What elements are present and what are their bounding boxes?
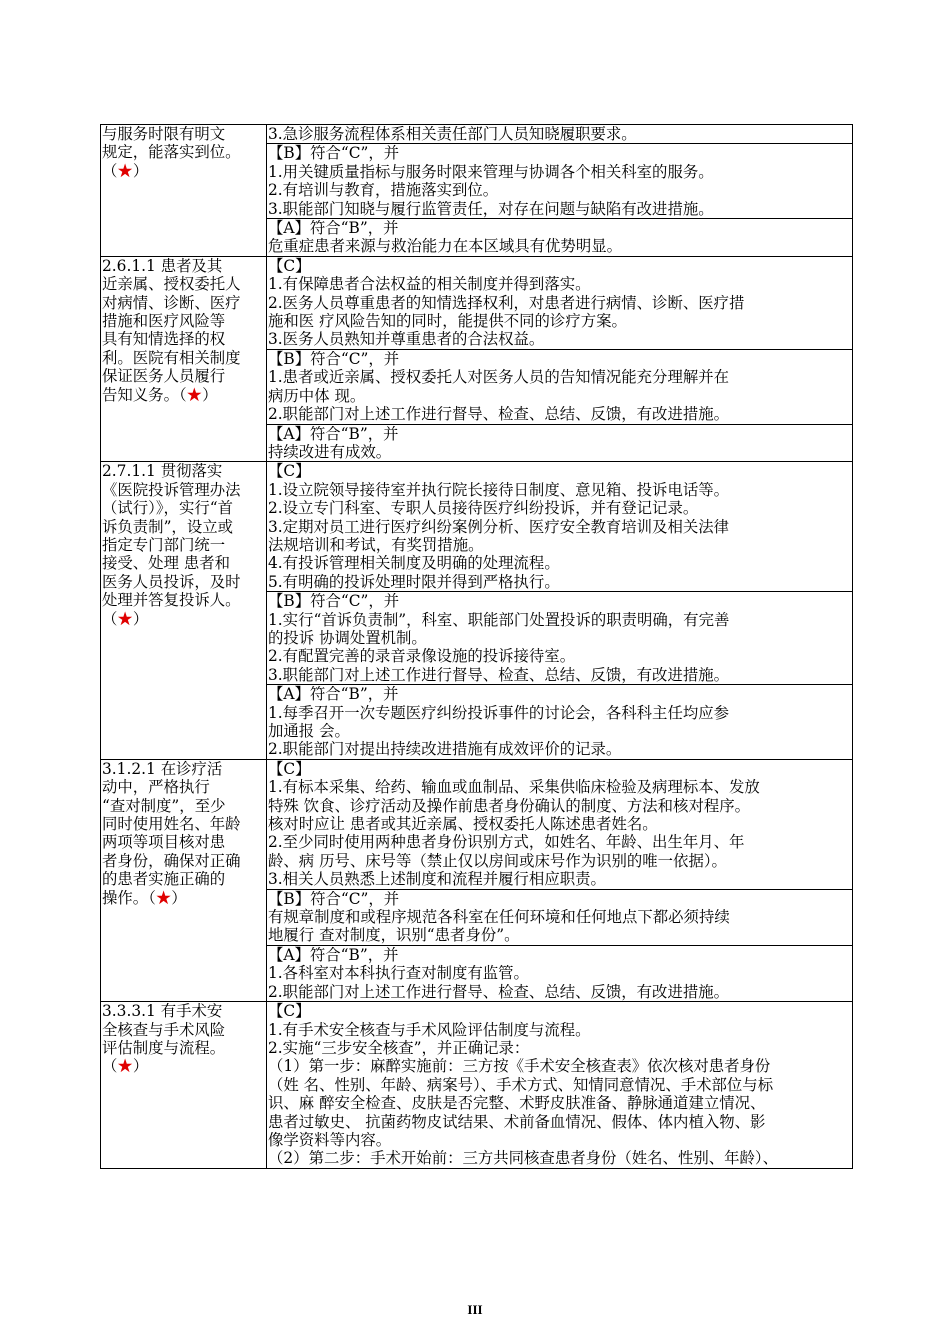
- criteria-line: 的投诉 协调处置机制。: [268, 628, 427, 647]
- star-icon: ★: [186, 385, 203, 404]
- star-icon: ★: [117, 609, 133, 628]
- criteria-line: 【B】符合“C”，并: [268, 349, 400, 368]
- grade-criteria-cell: [267, 592, 853, 685]
- criteria-line: 4.有投诉管理相关制度及明确的处理流程。: [268, 554, 560, 573]
- grade-criteria-cell: [267, 349, 853, 424]
- clause-line: 医务人员投诉，及时: [102, 572, 241, 591]
- clause-line: 利。医院有相关制度: [102, 348, 241, 367]
- criteria-line: 【C】: [268, 1002, 311, 1021]
- criteria-line: 2.至少同时使用两种患者身份识别方式，如姓名、年龄、出生年月、年: [268, 833, 745, 852]
- clause-line: （★）: [102, 1057, 149, 1076]
- clause-line: 2.7.1.1 贯彻落实: [102, 462, 223, 481]
- criteria-line: 持续改进有成效。: [268, 442, 392, 461]
- clause-line: 2.6.1.1 患者及其: [102, 256, 223, 275]
- criteria-line: 1.用关键质量指标与服务时限来管理与协调各个相关科室的服务。: [268, 162, 714, 181]
- criteria-line: 【C】: [268, 759, 311, 778]
- table-row: [101, 462, 853, 592]
- criteria-line: 【B】符合“C”，并: [268, 144, 400, 163]
- grade-criteria-cell: [267, 125, 853, 144]
- clause-line: 3.1.2.1 在诊疗活: [102, 759, 223, 778]
- criteria-line: 3.相关人员熟悉上述制度和流程并履行相应职责。: [268, 870, 606, 889]
- clause-line: 对病情、诊断、医疗: [102, 293, 241, 312]
- criteria-line: 特殊 饮食、诊疗活动及操作前患者身份确认的制度、方法和核对程序。: [268, 796, 751, 815]
- standard-clause-cell: [101, 256, 267, 461]
- clause-line: 评估制度与流程。: [102, 1038, 226, 1057]
- criteria-line: 2.实施“三步安全核查”，并正确记录：: [268, 1038, 530, 1057]
- table-row: [101, 256, 853, 349]
- criteria-line: 2.职能部门对上述工作进行督导、检查、总结、反馈，有改进措施。: [268, 982, 730, 1001]
- criteria-line: 2.有配置完善的录音录像设施的投诉接待室。: [268, 647, 576, 666]
- criteria-line: 1.有标本采集、给药、输血或血制品、采集供临床检验及病理标本、发放: [268, 778, 760, 797]
- criteria-line: 1.患者或近亲属、授权委托人对医务人员的告知情况能充分理解并在: [268, 368, 730, 387]
- grade-criteria-cell: [267, 424, 853, 462]
- criteria-line: 3.职能部门对上述工作进行督导、检查、总结、反馈，有改进措施。: [268, 665, 730, 684]
- clause-line: 规定，能落实到位。: [102, 143, 241, 162]
- standard-clause-cell: [101, 1002, 267, 1169]
- clause-line: 动中，严格执行: [102, 778, 210, 797]
- star-icon: ★: [117, 161, 133, 180]
- clause-line: 诉负责制”，设立或: [102, 517, 233, 536]
- clause-line: 保证医务人员履行: [102, 367, 226, 386]
- page-number: III: [467, 1302, 483, 1317]
- criteria-line: （姓 名、性别、年龄、病案号）、手术方式、知情同意情况、手术部位与标: [268, 1075, 774, 1094]
- clause-line: 指定专门部门统一: [102, 535, 226, 554]
- criteria-line: 病历中体 现。: [268, 386, 366, 405]
- clause-line: 3.3.3.1 有手术安: [102, 1002, 223, 1021]
- criteria-line: 【A】符合“B”，并: [268, 945, 399, 964]
- criteria-line: 【A】符合“B”，并: [268, 685, 399, 704]
- grade-criteria-cell: [267, 462, 853, 592]
- criteria-line: 1.各科室对本科执行查对制度有监管。: [268, 964, 529, 983]
- clause-line: 与服务时限有明文: [102, 125, 226, 143]
- criteria-line: 加通报 会。: [268, 722, 350, 740]
- clause-line: 的患者实施正确的: [102, 870, 226, 889]
- criteria-line: 【B】符合“C”，并: [268, 889, 400, 908]
- star-icon: ★: [117, 1057, 133, 1076]
- grade-criteria-cell: [267, 759, 853, 889]
- clause-line: 近亲属、授权委托人: [102, 275, 241, 294]
- criteria-line: 1.设立院领导接待室并执行院长接待日制度、意见箱、投诉电话等。: [268, 480, 730, 499]
- criteria-line: 核对时应让 患者或其近亲属、授权委托人陈述患者姓名。: [268, 815, 658, 834]
- criteria-line: 【B】符合“C”，并: [268, 592, 400, 611]
- grade-criteria-cell: [267, 219, 853, 257]
- clause-line: 同时使用姓名、年龄: [102, 815, 241, 834]
- criteria-line: 【A】符合“B”，并: [268, 219, 399, 238]
- standards-table: [100, 124, 853, 1169]
- star-icon: ★: [155, 888, 172, 907]
- standard-clause-cell: [101, 462, 267, 760]
- criteria-line: 【C】: [268, 462, 311, 481]
- standard-clause-cell: [101, 759, 267, 1001]
- criteria-line: 1.有保障患者合法权益的相关制度并得到落实。: [268, 275, 591, 294]
- criteria-line: 施和医 疗风险告知的同时，能提供不同的诊疗方案。: [268, 312, 627, 331]
- criteria-line: 像学资料等内容。: [268, 1130, 392, 1149]
- clause-line: 全核查与手术风险: [102, 1020, 226, 1039]
- grade-criteria-cell: [267, 1002, 853, 1169]
- criteria-line: 1.有手术安全核查与手术风险评估制度与流程。: [268, 1020, 591, 1039]
- clause-line: 措施和医疗风险等: [102, 312, 226, 331]
- grade-criteria-cell: [267, 685, 853, 760]
- table-row: [101, 759, 853, 889]
- criteria-line: 有规章制度和或程序规范各科室在任何环境和任何地点下都必须持续: [268, 908, 730, 927]
- clause-line: 处理并答复投诉人。: [102, 591, 241, 610]
- criteria-line: 3.医务人员熟知并尊重患者的合法权益。: [268, 330, 545, 349]
- clause-line: 两项等项目核对患: [102, 833, 226, 852]
- criteria-line: 识、麻 醉安全检查、皮肤是否完整、术野皮肤准备、静脉通道建立情况、: [268, 1094, 766, 1113]
- criteria-line: 地履行 查对制度，识别“患者身份”。: [268, 926, 520, 945]
- grade-criteria-cell: [267, 945, 853, 1001]
- clause-line: “查对制度”，至少: [102, 796, 226, 815]
- standard-clause-cell: [101, 125, 267, 257]
- criteria-line: 5.有明确的投诉处理时限并得到严格执行。: [268, 572, 560, 591]
- criteria-line: 3.定期对员工进行医疗纠纷案例分析、医疗安全教育培训及相关法律: [268, 517, 730, 536]
- grade-criteria-cell: [267, 256, 853, 349]
- criteria-line: 2.职能部门对提出持续改进措施有成效评价的记录。: [268, 740, 622, 759]
- criteria-line: （2）第二步：手术开始前：三方共同核查患者身份（姓名、性别、年龄）、: [268, 1149, 778, 1168]
- criteria-line: 2.有培训与教育，措施落实到位。: [268, 181, 499, 200]
- criteria-line: 危重症患者来源与救治能力在本区域具有优势明显。: [268, 237, 622, 256]
- criteria-line: 3.急诊服务流程体系相关责任部门人员知晓履职要求。: [268, 125, 637, 143]
- criteria-line: 龄、病 历号、床号等（禁止仅以房间或床号作为识别的唯一依据）。: [268, 851, 727, 870]
- criteria-line: 3.职能部门知晓与履行监管责任，对存在问题与缺陷有改进措施。: [268, 199, 714, 218]
- criteria-line: 【C】: [268, 256, 311, 275]
- criteria-line: 2.设立专门科室、专职人员接待医疗纠纷投诉，并有登记记录。: [268, 499, 699, 518]
- criteria-line: 【A】符合“B”，并: [268, 424, 399, 443]
- clause-line: （试行）》，实行“首: [102, 499, 233, 518]
- clause-line: 《医院投诉管理办法: [102, 480, 241, 499]
- criteria-line: 2.职能部门对上述工作进行督导、检查、总结、反馈，有改进措施。: [268, 405, 730, 424]
- grade-criteria-cell: [267, 889, 853, 945]
- clause-line: 接受、处理 患者和: [102, 554, 231, 573]
- table-row: [101, 125, 853, 144]
- clause-line: （★）: [102, 161, 149, 180]
- criteria-line: 2.医务人员尊重患者的知情选择权利，对患者进行病情、诊断、医疗措: [268, 293, 745, 312]
- criteria-line: 患者过敏史、 抗菌药物皮试结果、术前备血情况、假体、体内植入物、影: [268, 1112, 766, 1131]
- criteria-line: 1.每季召开一次专题医疗纠纷投诉事件的讨论会，各科科主任均应参: [268, 703, 730, 722]
- clause-line: 操作。（★）: [102, 888, 187, 907]
- table-row: [101, 1002, 853, 1169]
- criteria-line: 1.实行“首诉负责制”，科室、职能部门处置投诉的职责明确，有完善: [268, 610, 730, 629]
- clause-line: 告知义务。（★）: [102, 385, 218, 404]
- criteria-line: 法规培训和考试，有奖罚措施。: [268, 535, 484, 554]
- criteria-line: （1）第一步：麻醉实施前：三方按《手术安全核查表》依次核对患者身份: [268, 1057, 771, 1076]
- clause-line: （★）: [102, 609, 149, 628]
- clause-line: 具有知情选择的权: [102, 330, 226, 349]
- clause-line: 者身份，确保对正确: [102, 851, 241, 870]
- grade-criteria-cell: [267, 144, 853, 219]
